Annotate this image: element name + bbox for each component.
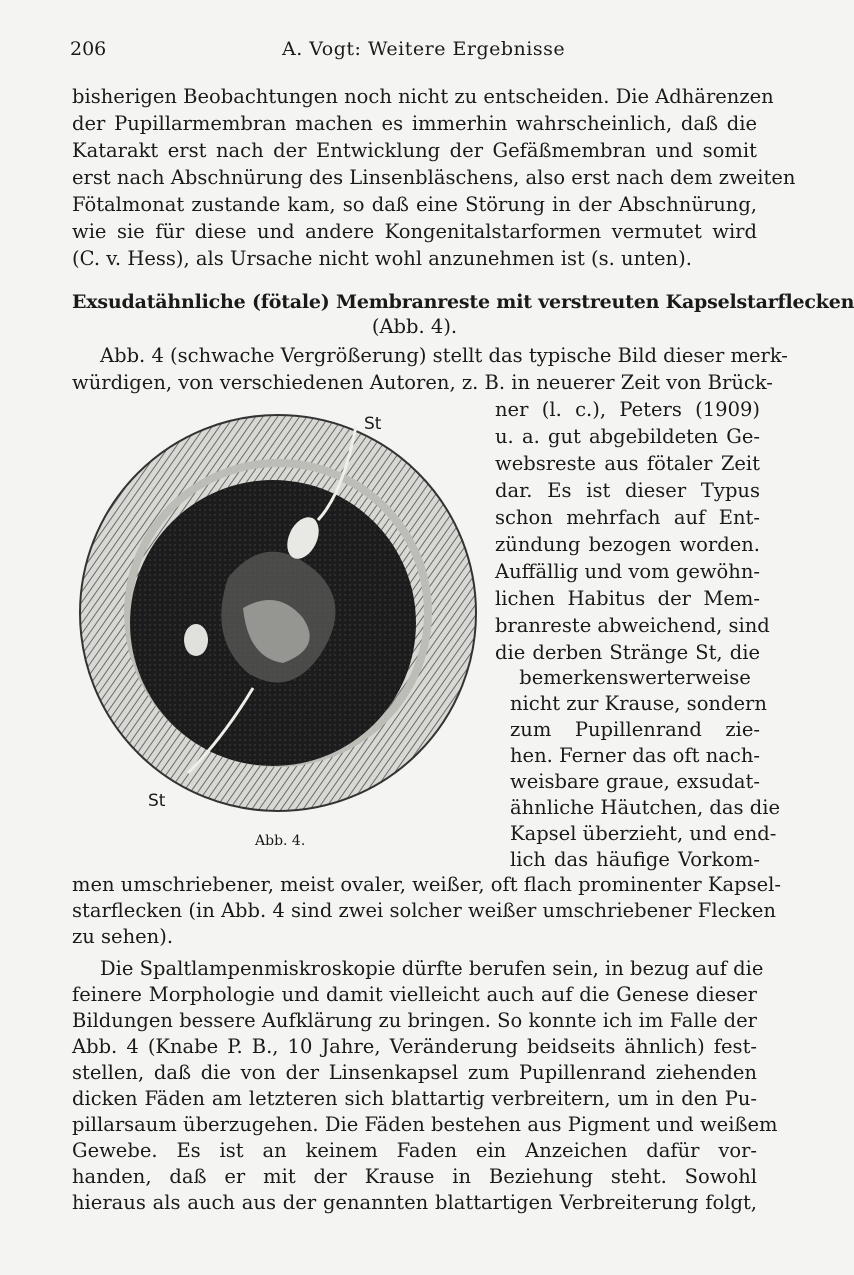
text-line: Gewebe. Es ist an keinem Faden ein Anzeichen dafür vor- <box>72 1139 757 1162</box>
text-line: hen. Ferner das oft nach- <box>510 744 760 767</box>
text-line: (C. v. Hess), als Ursache nicht wohl anzunehmen ist (s. unten). <box>72 247 692 270</box>
text-line: erst nach Abschnürung des Linsenbläschens, also erst nach dem zweiten <box>72 166 796 189</box>
text-line: handen, daß er mit der Krause in Beziehung steht. Sowohl <box>72 1165 757 1188</box>
text-line: würdigen, von verschiedenen Autoren, z. B. in neuerer Zeit von Brück- <box>72 371 773 394</box>
eye-illustration <box>78 408 483 828</box>
text-line: branreste abweichend, sind <box>495 614 770 637</box>
text-line: Abb. 4 (schwache Vergrößerung) stellt das typische Bild dieser merk- <box>100 344 788 367</box>
text-line: die derben Stränge St, die <box>495 641 760 664</box>
text-line: bisherigen Beobachtungen noch nicht zu entscheiden. Die Adhärenzen <box>72 85 774 108</box>
text-line: Kapsel überzieht, und end- <box>510 822 777 845</box>
text-line: starflecken (in Abb. 4 sind zwei solcher weißer umschriebener Flecken <box>72 899 776 922</box>
capsular-spot-small <box>184 624 208 656</box>
text-line: schon mehrfach auf Ent- <box>495 506 760 529</box>
text-line: u. a. gut abgebildeten Ge- <box>495 425 760 448</box>
text-line: bemerkenswerterweise <box>519 666 751 689</box>
text-line: wie sie für diese und andere Kongenitalstarformen vermutet wird <box>72 220 757 243</box>
text-line: weisbare graue, exsudat- <box>510 770 760 793</box>
page-number: 206 <box>70 38 107 60</box>
figure-label-st-top: St <box>364 414 382 434</box>
text-line: nicht zur Krause, sondern <box>510 692 767 715</box>
text-line: men umschriebener, meist ovaler, weißer, oft flach prominenter Kapsel- <box>72 873 781 896</box>
running-title: A. Vogt: Weitere Ergebnisse <box>282 38 566 60</box>
text-line: Die Spaltlampenmiskroskopie dürfte berufen sein, in bezug auf die <box>100 957 764 980</box>
section-heading: Exsudatähnliche (fötale) Membranreste mit verstreuten Kapselstarflecken <box>72 291 854 313</box>
text-line: Abb. 4 (Knabe P. B., 10 Jahre, Veränderung beidseits ähnlich) fest- <box>72 1035 757 1058</box>
text-line: lich das häufige Vorkom- <box>510 848 760 871</box>
text-line: stellen, daß die von der Linsenkapsel zum Pupillenrand ziehenden <box>72 1061 757 1084</box>
text-line: zum Pupillenrand zie- <box>510 718 760 741</box>
text-line: websreste aus fötaler Zeit <box>495 452 760 475</box>
section-heading-ref: (Abb. 4). <box>371 315 458 338</box>
figure-abb-4 <box>78 408 483 828</box>
figure-label-st-bottom: St <box>148 791 166 811</box>
text-line: Katarakt erst nach der Entwicklung der Gefäßmembran und somit <box>72 139 757 162</box>
text-line: ähnliche Häutchen, das die <box>510 796 781 819</box>
text-line: dar. Es ist dieser Typus <box>495 479 760 502</box>
text-line: zu sehen). <box>72 925 174 948</box>
running-head <box>70 38 760 68</box>
text-line: Auffällig und vom gewöhn- <box>495 560 760 583</box>
text-line: feinere Morphologie und damit vielleicht auch auf die Genese dieser <box>72 983 757 1006</box>
text-line: lichen Habitus der Mem- <box>495 587 760 610</box>
text-line: Fötalmonat zustande kam, so daß eine Störung in der Abschnürung, <box>72 193 757 216</box>
text-line: Bildungen bessere Aufklärung zu bringen. So konnte ich im Falle der <box>72 1009 757 1032</box>
text-line: der Pupillarmembran machen es immerhin wahrscheinlich, daß die <box>72 112 757 135</box>
text-line: pillarsaum überzugehen. Die Fäden bestehen aus Pigment und weißem <box>72 1113 778 1136</box>
text-line: zündung bezogen worden. <box>495 533 760 556</box>
text-line: dicken Fäden am letzteren sich blattartig verbreitern, um in den Pu- <box>72 1087 757 1110</box>
text-line: ner (l. c.), Peters (1909) <box>495 398 760 421</box>
text-line: hieraus als auch aus der genannten blattartigen Verbreiterung folgt, <box>72 1191 757 1214</box>
figure-caption: Abb. 4. <box>255 833 306 849</box>
